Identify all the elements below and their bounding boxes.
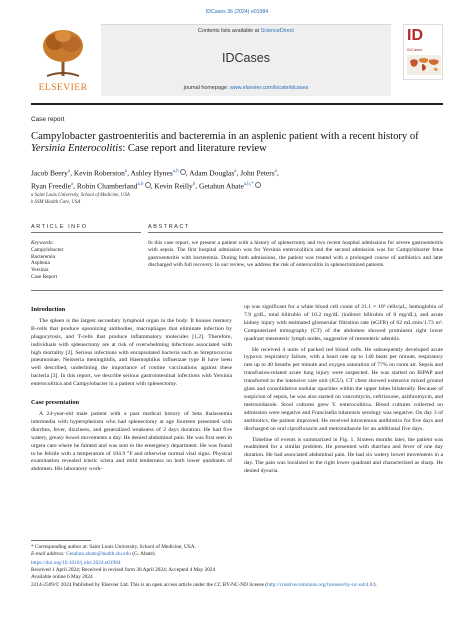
homepage-prefix: journal homepage:: [183, 85, 230, 91]
email-line: [31, 551, 443, 558]
author[interactable]: Robin Chamberland: [76, 181, 138, 191]
body-paragraph: Timeline of events is summarized in Fig. 1. Sixteen months later, the patient was readmitted for a similar problem. He presented with diarrhea and fever of one day duration. He had associated abdominal pain. He had six watery bowel movements in a day. The pain was localized to the right lower quadrant and characterized as sharp. He denied dysuria.: [244, 436, 443, 475]
body-paragraph: The spleen is the largest secondary lymphoid organ in the body. It houses memory B-cells that produce opsonizing antibodies, macrophages that eliminate infection by phagocytosis, and T-cells that produce inflammatory molecules [1,2]. Therefore, individuals with splenectomy are at risk of overwhelming infections associated with high mortality [2]. Serious infections with encapsulated bacteria such as Streptococcus pneumoniae, Neisseria meningitidis, and Haemophilus influenzae type B have been well described, underlining the importance of routine vaccinations against these bacteria [3]. In this report, we describe serious gastrointestinal infections with Yersinia enterocolitica and Campylobacter in a patient with splenectomy.: [31, 317, 232, 388]
email-link[interactable]: Getahun.abate@health.slu.edu: [66, 550, 131, 557]
license-line: [31, 582, 443, 589]
author-affil-mark[interactable]: a: [124, 169, 128, 174]
author-affil-mark[interactable]: a: [234, 169, 237, 174]
homepage-line: [101, 85, 391, 91]
introduction-heading: Introduction: [31, 306, 66, 313]
author[interactable]: Ashley Hynes: [130, 168, 173, 178]
journal-name: IDCases: [222, 51, 270, 65]
keywords-block: [31, 240, 141, 281]
author-affil-mark[interactable]: a,b,*: [243, 182, 254, 187]
header-divider: [31, 103, 443, 105]
author-affil-mark[interactable]: a,b: [172, 169, 179, 174]
keyword: Campylobacter: [31, 246, 64, 253]
author-list: [31, 166, 443, 192]
author[interactable]: Kevin Roberston: [73, 168, 125, 178]
affiliations: [31, 192, 331, 206]
publisher-name: ELSEVIER: [38, 83, 88, 93]
author[interactable]: Jacob Beery: [31, 168, 68, 178]
abstract-bottom-rule: [31, 290, 443, 291]
keyword: Asplenia: [31, 260, 50, 267]
received-dates: Received 1 April 2024; Received in revised form 30 April 2024; Accepted 4 May 2024: [31, 567, 216, 574]
corresponding-author-note: * Corresponding author at: Saint Louis University, School of Medicine, USA.: [31, 543, 196, 550]
author[interactable]: Getahun Abate: [199, 181, 244, 191]
author-affil-mark[interactable]: a,b: [137, 182, 144, 187]
footnote-rule: [31, 540, 91, 541]
email-name: (G. Abate).: [130, 550, 156, 557]
author-affil-mark[interactable]: b: [192, 182, 196, 187]
author-line-2: Ryan Freedle$^a$, Robin Chamberland$^{a,b}$ , Kevin Reilly$^b$, Getahun Abate$^{a,b,*}$: [31, 179, 443, 192]
author[interactable]: Kevin Reilly: [154, 181, 193, 191]
affiliation: a Saint Louis University, School of Medicine, USA: [31, 193, 130, 198]
keyword: Yersinia: [31, 267, 49, 274]
body-paragraph: up was significant for a white blood cell count of 21.1 × 10³ cells/µL, hemoglobin of 7.9 g/dL, total bilirubin of 10.2 mg/dL (indirect bilirubin of 8 mg/dL), and acute kidney injury with estimated glomerular filtration rate (eGFR) of 62 mL/min/1.73 m². Computerized tomography (CT) of the abdomen showed prominent right lower quadrant mesenteric lymph nodes, suggestive of mesenteric adenitis.: [244, 304, 443, 342]
journal-citation[interactable]: IDCases 36 (2024) e01984: [205, 9, 269, 15]
author[interactable]: John Peters: [240, 168, 275, 178]
license-link[interactable]: http://creativecommons.org/licenses/by-nc-nd/4.0/: [267, 581, 374, 588]
author[interactable]: Ryan Freedle: [31, 181, 71, 191]
orcid-icon[interactable]: [180, 169, 186, 175]
body-column-left: [31, 306, 232, 477]
article-title: [31, 131, 443, 156]
author-line-1: Jacob Beery$^a$, Kevin Roberston$^a$, Ashley Hynes$^{a,b}$ , Adam Douglas$^a$, John Peters$^a$,: [31, 168, 279, 178]
abstract-text: In this case report, we present a patient with a history of splenectomy and two recent hospital admissions for severe gastroenteritis with sepsis. The first hospital admission was for Yersinia enterocolitica and the second admission was for Campylobacter fetus gastroenteritis with bacteremia. During both admissions, the patient was treated with a prolonged course of antibiotics and later discharged with full recovery. In our review, we address the risk of enterocolitis in splenectomized patients.: [148, 240, 443, 269]
body-paragraph: He received 4 units of packed red blood cells. He subsequently developed acute hypoxic respiratory failure, with a heart rate up to 140 beats per minute, respiratory rate up to 40 breaths per minute and oxygen saturation of 77% on room air. Sepsis and transfusion-related acute lung injury were suspected. He was started on BiPAP and transferred to the intensive care unit (ICU). CT chest showed extensive mixed ground glass and consolidative nodular opacities within the upper lobes bilaterally. Because of suspicion of sepsis, he was also started on vancomycin, ceftriaxone, azithromycin, and metronidazole. Stool cultures grew Y. enterocolitica. Blood cultures collected on admission were negative and Francisella tularensis serology was negative. On day 3 of antibiotics, the patient improved. He received intravenous antibiotics for five days and discharged on oral ciprofloxacin and metronidazole for an additional five days.: [244, 346, 443, 432]
keyword: Case Report: [31, 273, 58, 280]
case-presentation-heading: Case presentation: [31, 399, 79, 407]
title-italic: Yersinia Enterocolitis: [31, 143, 123, 155]
contents-prefix: Contents lists available at: [198, 28, 261, 34]
license-prefix: 2214-2509/© 2024 Published by Elsevier Ltd. This is an open access article under the CC BY-NC-ND license (: [31, 581, 268, 588]
available-online: Available online 6 May 2024: [31, 574, 93, 581]
abstract-heading: ABSTRACT: [148, 224, 190, 230]
elsevier-logo[interactable]: [31, 24, 95, 96]
keywords-label: Keywords:: [31, 240, 54, 246]
body-column-right: [244, 304, 443, 479]
author[interactable]: Adam Douglas: [189, 168, 235, 178]
contents-line: [101, 28, 391, 34]
footnotes: [31, 540, 443, 558]
world-map-icon: [407, 55, 441, 75]
journal-cover-thumbnail[interactable]: [403, 24, 443, 80]
title-main: Campylobacter gastroenteritis and bacteremia in an asplenic patient with a recent history of: [31, 131, 419, 142]
journal-masthead: [31, 24, 443, 100]
article-type: Case report: [31, 116, 65, 123]
article-info-heading: ARTICLE INFO: [31, 224, 88, 230]
affiliation: b SSM Health Care, USA: [31, 200, 81, 205]
title-tail: : Case report and literature review: [122, 143, 267, 155]
journal-header-panel: [101, 24, 391, 96]
body-paragraph: A 24-year-old male patient with a past medical history of beta thalassemia intermedia with hypersplenism who had splenectomy at age fourteen presented with diarrhea, fever, dizziness, and generalized weakness of 2 days duration. He had five watery, greasy bowel movements a day. He denied abdominal pain. He was first seen in urgent care where he fainted and was sent to the emergency department. He was found to be febrile with a temperature of 104.9 °F and otherwise normal vital signs. Physical examination revealed icteric sclera and mild tenderness on both lower quadrants of abdomen. His laboratory work-: [31, 410, 232, 473]
email-label: E-mail address:: [31, 550, 67, 557]
cover-subtitle: IDCases: [407, 47, 423, 52]
author-affil-mark[interactable]: a: [274, 169, 277, 174]
orcid-icon[interactable]: [255, 182, 261, 188]
author-affil-mark[interactable]: a: [67, 169, 71, 174]
doi-link[interactable]: https://doi.org/10.1016/j.idcr.2024.e01984: [31, 560, 121, 566]
article-footer: [31, 560, 443, 589]
elsevier-tree-icon: [37, 26, 89, 80]
author-affil-mark[interactable]: a: [70, 182, 74, 187]
orcid-icon[interactable]: [145, 182, 151, 188]
sciencedirect-link[interactable]: ScienceDirect: [260, 28, 294, 34]
cover-title: ID: [407, 27, 423, 44]
homepage-link[interactable]: www.elsevier.com/locate/idcases: [229, 85, 309, 91]
license-suffix: ).: [373, 581, 377, 588]
article-info-rule: [31, 232, 141, 233]
abstract-rule: [148, 232, 443, 233]
keyword: Bacteremia: [31, 253, 56, 260]
